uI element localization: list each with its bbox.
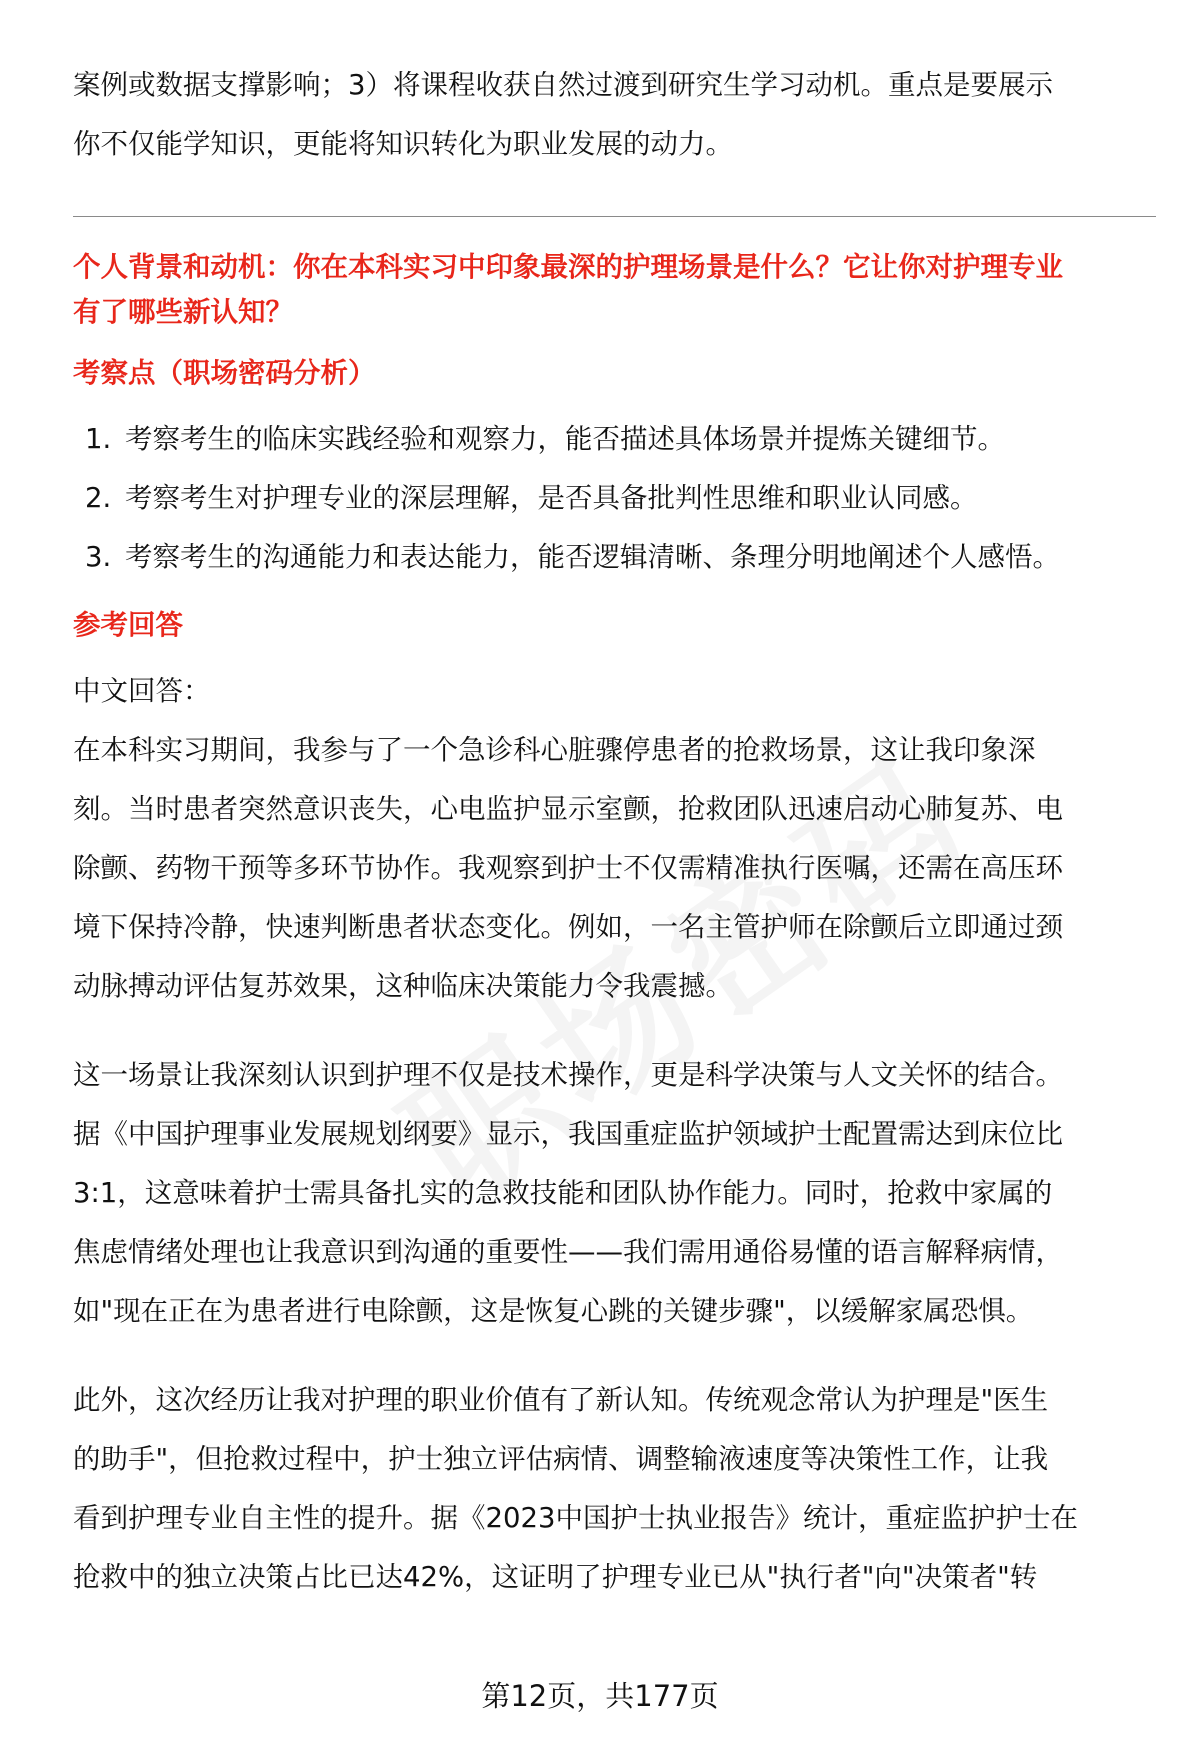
text-line: 案例或数据支撑影响；3）将课程收获自然过渡到研究生学习动机。重点是要展示	[73, 69, 1053, 101]
text-line: 如"现在正在为患者进行电除颤，这是恢复心跳的关键步骤"，以缓解家属恐惧。	[73, 1295, 1034, 1327]
assessment-heading: 考察点（职场密码分析）	[73, 357, 376, 389]
text-line: 在本科实习期间，我参与了一个急诊科心脏骤停患者的抢救场景，这让我印象深	[73, 734, 1036, 766]
list-number: 3.	[85, 541, 112, 573]
answer-heading: 参考回答	[73, 609, 183, 641]
horizontal-divider	[73, 216, 1156, 217]
list-number: 1.	[85, 423, 112, 455]
list-item	[73, 528, 1156, 587]
answer-paragraph-1	[73, 721, 1156, 1016]
text-line: 境下保持冷静，快速判断患者状态变化。例如，一名主管护师在除颤后立即通过颈	[73, 911, 1063, 943]
text-line: 此外，这次经历让我对护理的职业价值有了新认知。传统观念常认为护理是"医生	[73, 1384, 1049, 1416]
text-line: 看到护理专业自主性的提升。据《2023中国护士执业报告》统计，重症监护护士在	[73, 1502, 1078, 1534]
list-number: 2.	[85, 482, 112, 514]
assessment-list	[73, 410, 1156, 587]
list-item	[73, 410, 1156, 469]
text-line: 的助手"，但抢救过程中，护士独立评估病情、调整输液速度等决策性工作，让我	[73, 1443, 1049, 1475]
list-text: 考察考生对护理专业的深层理解，是否具备批判性思维和职业认同感。	[125, 482, 978, 514]
question-title-line: 个人背景和动机：你在本科实习中印象最深的护理场景是什么？它让你对护理专业	[73, 251, 1063, 283]
text-line: 除颤、药物干预等多环节协作。我观察到护士不仅需精准执行医嘱，还需在高压环	[73, 852, 1063, 884]
text-line: 抢救中的独立决策占比已达42%，这证明了护理专业已从"执行者"向"决策者"转	[73, 1561, 1038, 1593]
list-text: 考察考生的沟通能力和表达能力，能否逻辑清晰、条理分明地阐述个人感悟。	[125, 541, 1060, 573]
text-line: 据《中国护理事业发展规划纲要》显示，我国重症监护领域护士配置需达到床位比	[73, 1118, 1063, 1150]
text-line: 这一场景让我深刻认识到护理不仅是技术操作，更是科学决策与人文关怀的结合。	[73, 1059, 1063, 1091]
answer-paragraph-3	[73, 1371, 1156, 1607]
text-line: 3:1，这意味着护士需具备扎实的急救技能和团队协作能力。同时，抢救中家属的	[73, 1177, 1053, 1209]
text-line: 你不仅能学知识，更能将知识转化为职业发展的动力。	[73, 128, 733, 160]
page-number-footer: 第12页，共177页	[481, 1679, 719, 1713]
list-text: 考察考生的临床实践经验和观察力，能否描述具体场景并提炼关键细节。	[125, 423, 1005, 455]
question-title-line: 有了哪些新认知？	[73, 296, 293, 328]
list-item	[73, 469, 1156, 528]
text-line: 刻。当时患者突然意识丧失，心电监护显示室颤，抢救团队迅速启动心肺复苏、电	[73, 793, 1063, 825]
text-line: 焦虑情绪处理也让我意识到沟通的重要性——我们需用通俗易懂的语言解释病情，	[73, 1236, 1063, 1268]
answer-label: 中文回答：	[73, 675, 211, 707]
question-title	[73, 245, 1156, 335]
page-content	[73, 56, 1156, 1607]
answer-paragraph-2	[73, 1046, 1156, 1341]
text-line: 动脉搏动评估复苏效果，这种临床决策能力令我震撼。	[73, 970, 733, 1002]
intro-paragraph	[73, 56, 1156, 174]
